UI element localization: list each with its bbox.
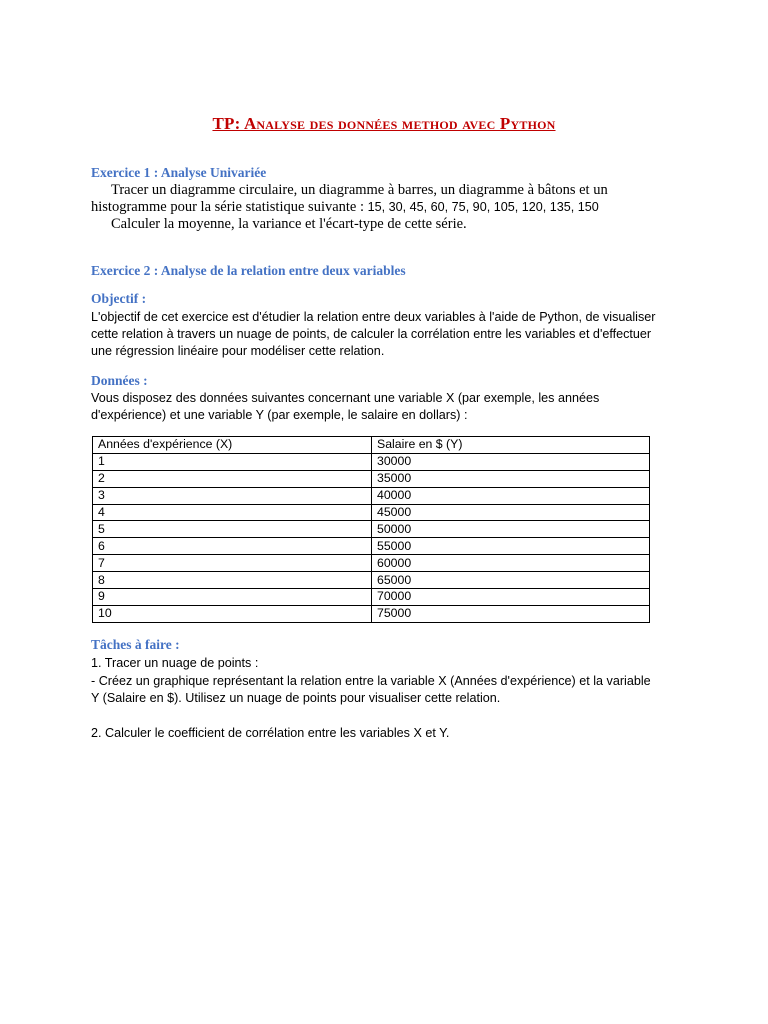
table-header-y: Salaire en $ (Y) [372,437,650,454]
table-row [93,538,650,555]
task-line-3: Y (Salaire en $). Utilisez un nuage de points pour visualiser cette relation. [91,691,501,705]
objective-line-3: une régression linéaire pour modéliser cette relation. [91,344,385,358]
task-line-4: 2. Calculer le coefficient de corrélation entre les variables X et Y. [91,726,450,740]
exercise1-line2 [91,199,599,216]
table-cell-x: 9 [93,589,372,606]
data-table [92,436,650,623]
table-cell-x: 5 [93,521,372,538]
table-cell-x: 8 [93,572,372,589]
table-cell-y: 55000 [372,538,650,555]
objective-line-1: L'objectif de cet exercice est d'étudier la relation entre deux variables à l'aide de Python, de visualiser [91,310,656,324]
table-row [93,605,650,622]
table-cell-y: 35000 [372,470,650,487]
table-row [93,453,650,470]
table-cell-y: 60000 [372,555,650,572]
table-header-x: Années d'expérience (X) [93,437,372,454]
task-line-1: 1. Tracer un nuage de points : [91,656,259,670]
table-cell-x: 4 [93,504,372,521]
exercise1-line1: Tracer un diagramme circulaire, un diagramme à barres, un diagramme à bâtons et un [111,182,608,198]
objective-line-2: cette relation à travers un nuage de points, de calculer la corrélation entre les variables et d'effectuer [91,327,652,341]
table-cell-x: 7 [93,555,372,572]
table-cell-y: 75000 [372,605,650,622]
table-cell-y: 45000 [372,504,650,521]
objective-heading: Objectif : [91,291,147,306]
table-row [93,487,650,504]
table-row [93,589,650,606]
exercise1-line2-text: histogramme pour la série statistique suivante : [91,199,365,215]
table-cell-y: 70000 [372,589,650,606]
exercise1-heading: Exercice 1 : Analyse Univariée [91,165,267,180]
page-title: TP: Analyse des données method avec Python [212,114,556,133]
exercise2-heading: Exercice 2 : Analyse de la relation entre deux variables [91,263,406,278]
table-cell-y: 40000 [372,487,650,504]
data-line-1: Vous disposez des données suivantes concernant une variable X (par exemple, les années [91,391,600,405]
data-line-2: d'expérience) et une variable Y (par exemple, le salaire en dollars) : [91,408,468,422]
table-header-row [93,437,650,454]
table-row [93,504,650,521]
table-cell-x: 10 [93,605,372,622]
table-cell-y: 50000 [372,521,650,538]
exercise1-line3: Calculer la moyenne, la variance et l'écart-type de cette série. [111,216,467,232]
table-cell-x: 3 [93,487,372,504]
table-row [93,470,650,487]
data-heading: Données : [91,373,148,388]
exercise1-series: 15, 30, 45, 60, 75, 90, 105, 120, 135, 150 [367,200,599,214]
table-row [93,521,650,538]
table-row [93,572,650,589]
tasks-heading: Tâches à faire : [91,637,180,652]
task-line-2: - Créez un graphique représentant la relation entre la variable X (Années d'expérience) et la variable [91,674,651,688]
table-row [93,555,650,572]
table-cell-y: 65000 [372,572,650,589]
table-cell-x: 1 [93,453,372,470]
table-cell-x: 2 [93,470,372,487]
table-cell-x: 6 [93,538,372,555]
table-cell-y: 30000 [372,453,650,470]
